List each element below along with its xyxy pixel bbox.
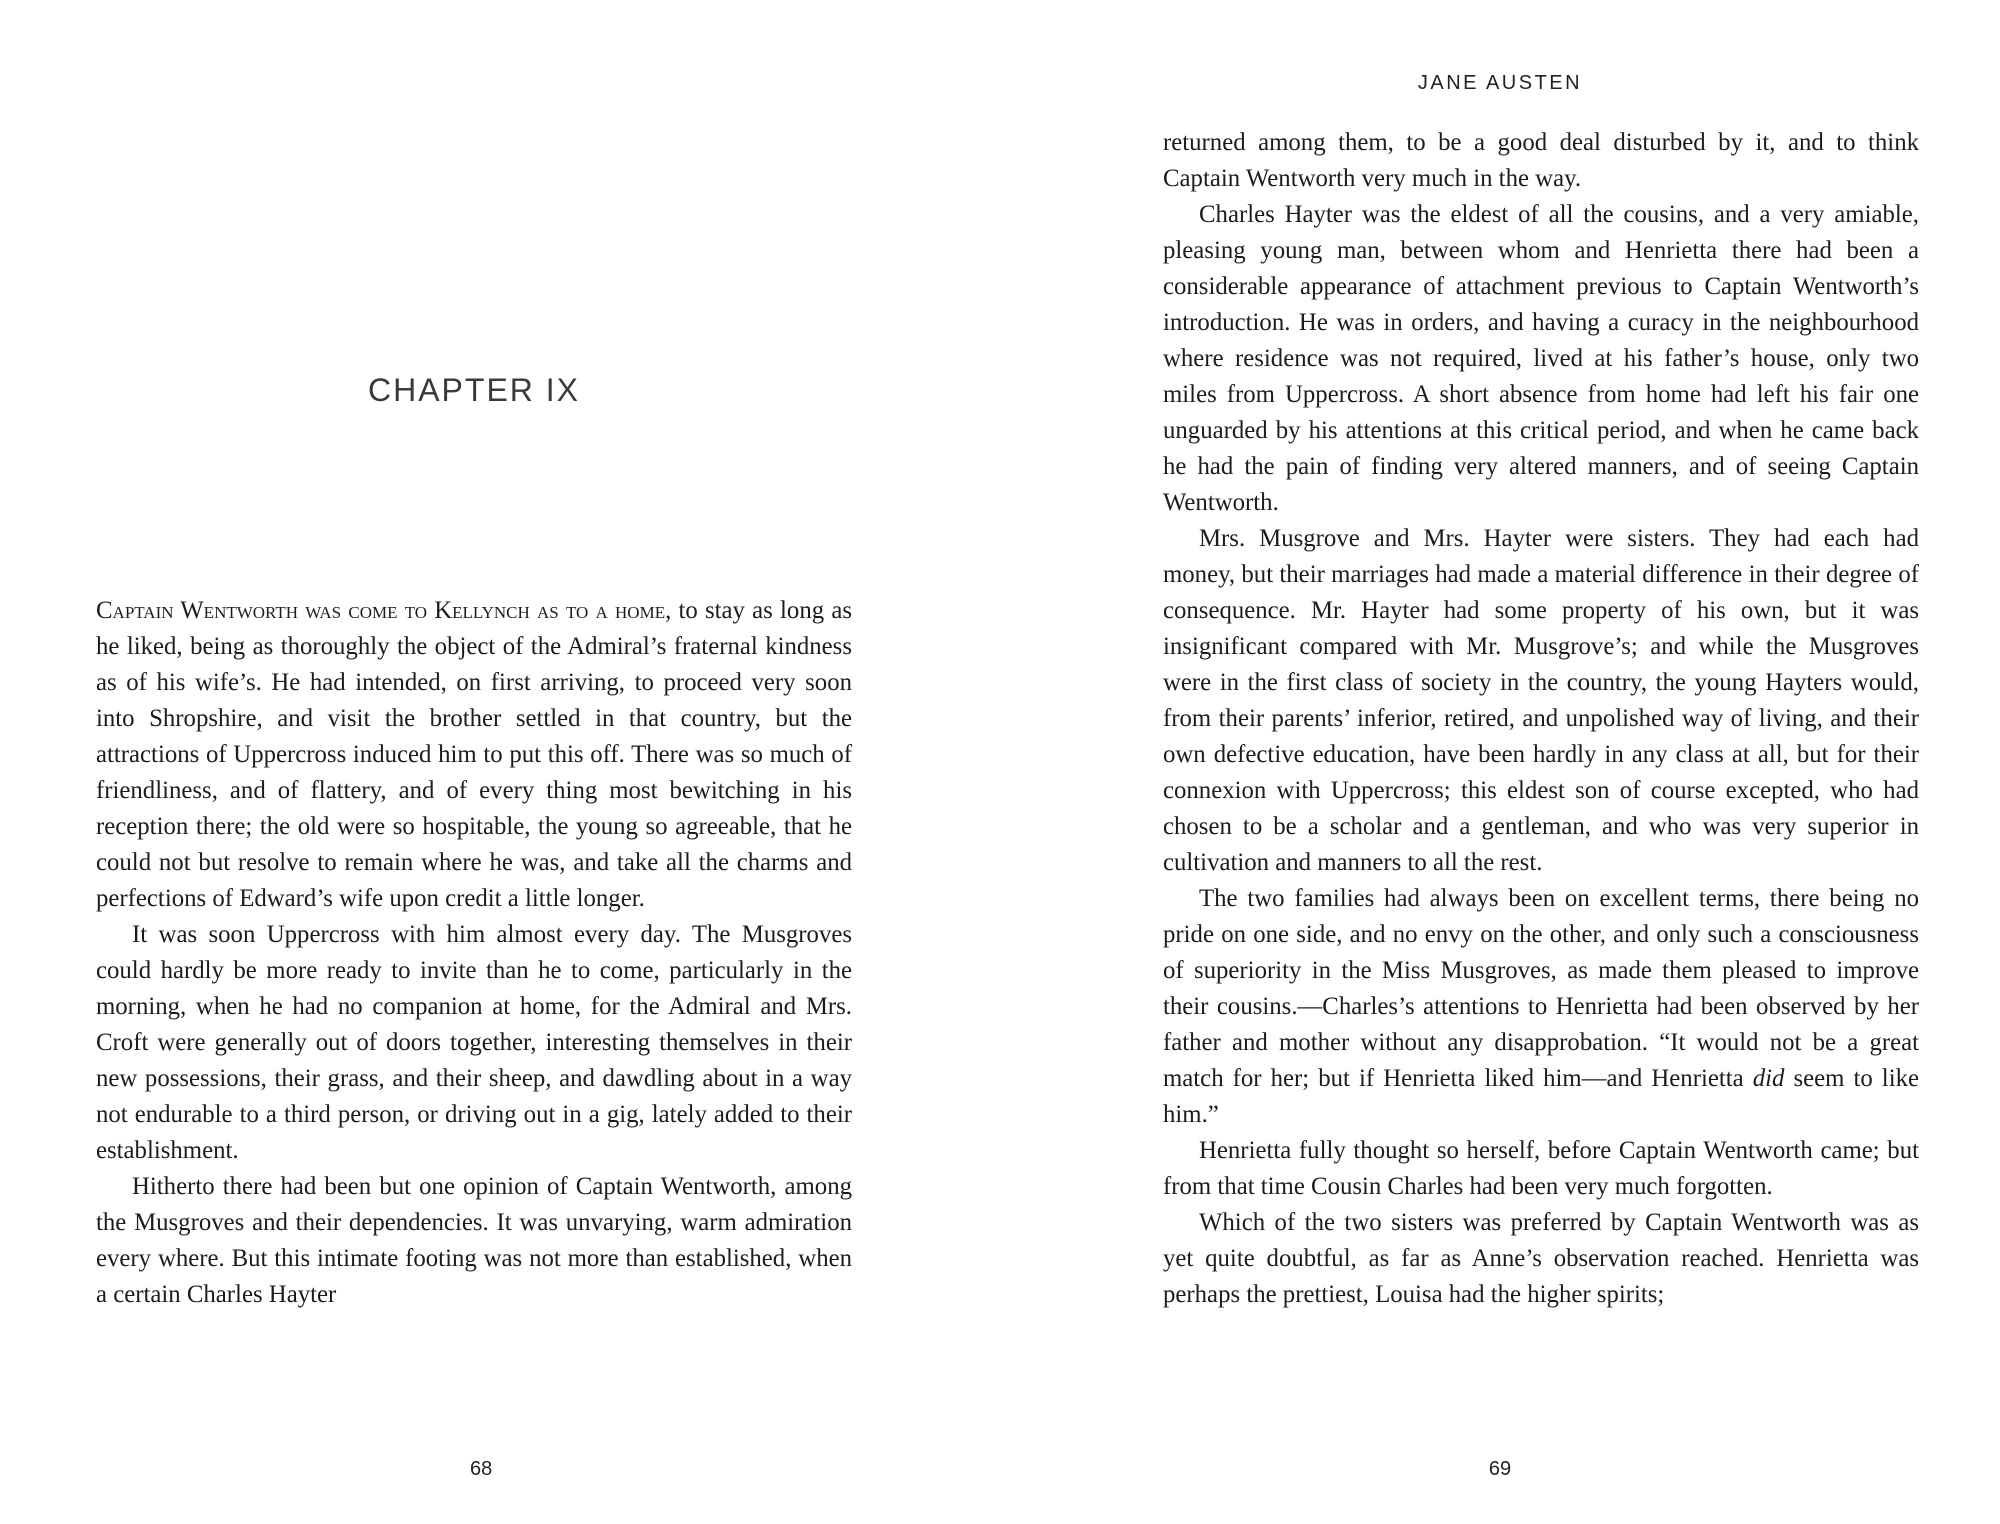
- running-head: JANE AUSTEN: [1417, 72, 1583, 94]
- italic-emphasis: did: [1752, 1065, 1785, 1092]
- paragraph: Henrietta fully thought so herself, before Captain Wentworth came; but from that time Cousin Charles had been very much forgotten.: [1163, 1137, 1919, 1200]
- paragraph: Hitherto there had been but one opinion of Captain Wentworth, among the Musgroves and their dependencies. It was unvarying, warm admiration every where. But this intimate footing was not more than established, when a certain Charles Hayter: [96, 1173, 852, 1308]
- page-number: 69: [1488, 1458, 1512, 1480]
- paragraph: returned among them, to be a good deal disturbed by it, and to think Captain Wentworth very much in the way.: [1163, 129, 1919, 192]
- left-text-block: [96, 593, 852, 1313]
- paragraph: It was soon Uppercross with him almost every day. The Musgroves could hardly be more ready to invite than he to come, particularly in the morning, when he had no companion at home, for the Admiral and Mrs. Croft were generally out of doors together, interesting themselves in their new possessions, their grass, and their sheep, and dawdling about in a way not endurable to a third person, or driving out in a gig, lately added to their establishment.: [96, 921, 852, 1164]
- paragraph-text: to stay as long as he liked, being as thoroughly the object of the Admiral’s fraternal kindness as of his wife’s. He had intended, on first arriving, to proceed very soon into Shropshire, and visit the brother settled in that country, but the attractions of Uppercross induced him to put this off. There was so much of friendliness, and of flattery, and of every thing most bewitching in his reception there; the old were so hospitable, the young so agreeable, that he could not but resolve to remain where he was, and take all the charms and perfections of Edward’s wife upon credit a little longer.: [96, 597, 852, 912]
- paragraph: Mrs. Musgrove and Mrs. Hayter were sisters. They had each had money, but their marriages had made a material difference in their degree of consequence. Mr. Hayter had some property of his own, but it was insignificant compared with Mr. Musgrove’s; and while the Musgroves were in the first class of society in the country, the young Hayters would, from their parents’ inferior, retired, and unpolished way of living, and their own defective education, have been hardly in any class at all, but for their connexion with Uppercross; this eldest son of course excepted, who had chosen to be a scholar and a gentleman, and who was very superior in cultivation and manners to all the rest.: [1163, 525, 1919, 876]
- chapter-title: CHAPTER IX: [367, 372, 581, 408]
- paragraph: [1163, 881, 1919, 1133]
- left-page: CHAPTER IX Captain Wentworth was come to Kellynch as to a home, to stay as long as he liked, being as thoroughly the object of the Admiral’s fraternal kindness as of his wife’s. He had intended, on first arriving, to proceed very soon into Shropshire, and visit the brother settled in that country, but the attractions of Uppercross induced him to put this off. There was so much of friendliness, and of flattery, and of every thing most bewitching in his reception there; the old were so hospitable, the young so agreeable, that he could not but resolve to remain where he was, and take all the charms and perfections of Edward’s wife upon credit a little longer. It was soon Uppercross with him almost every day. The Musgroves could hardly be more ready to invite than he to come, particularly in the morning, when he had no companion at home, for the Admiral and Mrs. Croft were generally out of doors together, interesting themselves in their new possessions, their grass, and their sheep, and dawdling about in a way not endurable to a third person, or driving out in a gig, lately added to their establishment. Hitherto there had been but one opinion of Captain Wentworth, among the Musgroves and their dependencies. It was unvarying, warm admiration every where. But this intimate footing was not more than established, when a certain Charles Hayter 68: [96, 372, 852, 1480]
- paragraph: [96, 593, 852, 917]
- opening-small-caps: Captain Wentworth was come to Kellynch as to a home,: [96, 597, 672, 624]
- right-text-block: [1163, 125, 1919, 1313]
- paragraph-text: The two families had always been on excellent terms, there being no pride on one side, and no envy on the other, and only such a consciousness of superiority in the Miss Musgroves, as made them pleased to improve their cousins.—Charles’s attentions to Henrietta had been observed by her father and mother without any disapprobation. “It would not be a great match for her; but if Henrietta liked him—and Henrietta: [1163, 885, 1919, 1092]
- right-page: [1000, 0, 2000, 1524]
- paragraph: Charles Hayter was the eldest of all the cousins, and a very amiable, pleasing young man, between whom and Henrietta there had been a considerable appearance of attachment previous to Captain Wentworth’s introduction. He was in orders, and having a curacy in the neighbourhood where residence was not required, lived at his father’s house, only two miles from Uppercross. A short absence from home had left his fair one unguarded by his attentions at this critical period, and when he came back he had the pain of finding very altered manners, and of seeing Captain Wentworth.: [1163, 201, 1919, 516]
- paragraph: Which of the two sisters was preferred by Captain Wentworth was as yet quite doubtful, as far as Anne’s observation reached. Henrietta was perhaps the prettiest, Louisa had the higher spirits;: [1163, 1209, 1919, 1308]
- paragraph-text: seem to like him.”: [1163, 1065, 1919, 1128]
